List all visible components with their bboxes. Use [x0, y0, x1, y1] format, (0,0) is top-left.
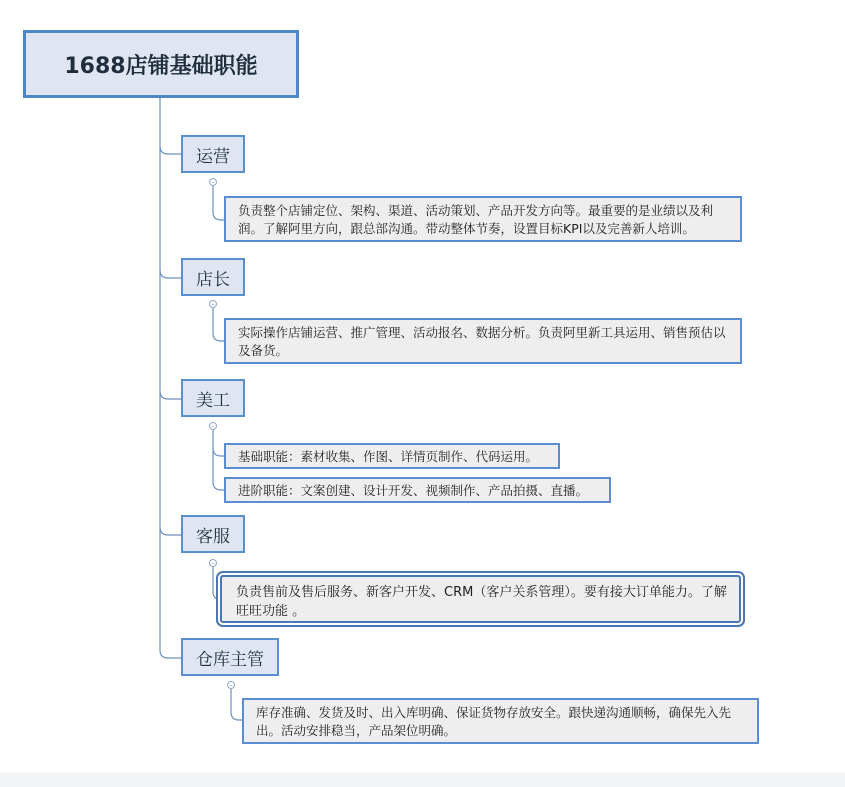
topic-label: 美工 — [196, 390, 230, 411]
topic-label: 运营 — [196, 146, 230, 167]
collapse-toggle-icon[interactable]: – — [209, 422, 217, 430]
topic-label: 客服 — [196, 526, 230, 547]
detail-text: 库存准确、发货及时、出入库明确、保证货物存放安全。跟快递沟通顺畅，确保先入先出。活动安排稳当，产品架位明确。 — [256, 705, 732, 738]
topic-designer[interactable] — [181, 379, 245, 417]
detail-warehouse-supervisor[interactable] — [242, 698, 759, 744]
collapse-toggle-icon[interactable]: – — [227, 681, 235, 689]
detail-text: 负责售前及售后服务、新客户开发、CRM（客户关系管理）。要有接大订单能力。了解旺旺功能 。 — [236, 585, 727, 619]
detail-customer-service[interactable] — [220, 575, 741, 623]
root-title: 1688店铺基础职能 — [64, 53, 258, 79]
topic-label: 店长 — [196, 269, 230, 290]
detail-text: 进阶职能：文案创建、设计开发、视频制作、产品拍摄、直播。 — [238, 483, 589, 498]
root-topic[interactable] — [23, 30, 299, 98]
detail-store-manager[interactable] — [224, 318, 742, 364]
detail-designer-advanced[interactable] — [224, 477, 611, 503]
topic-label: 仓库主管 — [196, 649, 264, 670]
collapse-toggle-icon[interactable]: – — [209, 559, 217, 567]
detail-text: 负责整个店铺定位、架构、渠道、活动策划、产品开发方向等。最重要的是业绩以及利润。了解阿里方向，跟总部沟通。带动整体节奏，设置目标KPI以及完善新人培训。 — [238, 203, 714, 236]
collapse-toggle-icon[interactable]: – — [209, 178, 217, 186]
detail-text: 实际操作店铺运营、推广管理、活动报名、数据分析。负责阿里新工具运用、销售预估以及备货。 — [238, 325, 726, 358]
collapse-toggle-icon[interactable]: – — [209, 300, 217, 308]
detail-operations[interactable] — [224, 196, 742, 242]
topic-store-manager[interactable] — [181, 258, 245, 296]
detail-designer-basic[interactable] — [224, 443, 560, 469]
detail-text: 基础职能：素材收集、作图、详情页制作、代码运用。 — [238, 449, 539, 464]
topic-customer-service[interactable] — [181, 515, 245, 553]
topic-operations[interactable] — [181, 135, 245, 173]
topic-warehouse-supervisor[interactable] — [181, 638, 279, 676]
